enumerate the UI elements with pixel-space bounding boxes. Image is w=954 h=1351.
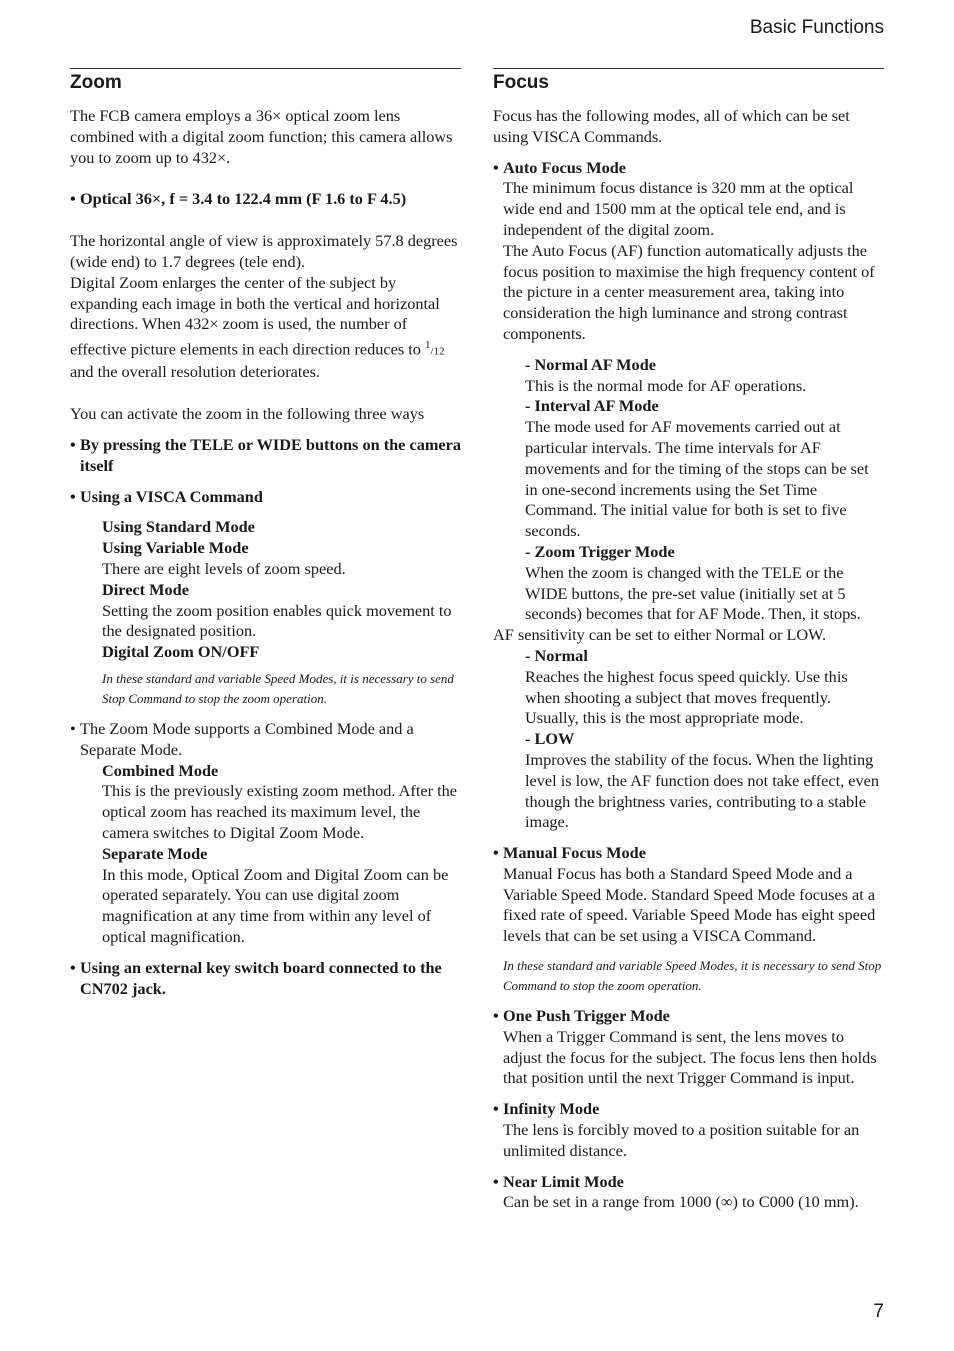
combined-mode: Combined Mode — [102, 760, 219, 780]
focus-section — [493, 68, 884, 1213]
near-limit-desc: Can be set in a range from 1000 (∞) to C000 (10 mm). — [503, 1192, 859, 1212]
zoom-trigger-title: - Zoom Trigger Mode — [525, 541, 675, 561]
digital-zoom-text: Digital Zoom enlarges the center of the subject by expanding each image in both the vertical and horizontal directions. When 432× zoom is used, the number of effective picture elements in each direction reduces to $^1$/12 and the overall resolution deteriorates. — [70, 272, 445, 382]
interval-af-title: - Interval AF Mode — [525, 396, 659, 416]
af-sensitivity: AF sensitivity can be set to either Normal or LOW. — [493, 625, 827, 645]
way-visca: • Using a VISCA Command — [70, 487, 461, 508]
ways-intro: You can activate the zoom in the following three ways — [70, 404, 425, 424]
auto-focus-desc2: The Auto Focus (AF) function automatically adjusts the focus position to maximise the high frequency content of the picture in a center measurement area, taking into consideration the high luminance and strong contrast components. — [503, 240, 875, 343]
zoom-heading: Zoom — [70, 72, 122, 93]
zoom-mode-text: • The Zoom Mode supports a Combined Mode and a Separate Mode. — [70, 719, 461, 761]
separate-desc: In this mode, Optical Zoom and Digital Zoom can be operated separately. You can use digital zoom magnification at any time from within any level of optical magnification. — [102, 864, 449, 946]
running-header: Basic Functions — [749, 17, 884, 38]
normal-af-title: - Normal AF Mode — [525, 354, 656, 374]
optical-spec: • Optical 36×, f = 3.4 to 122.4 mm (F 1.6 to F 4.5) — [70, 189, 461, 210]
way-buttons: • By pressing the TELE or WIDE buttons on the camera itself — [70, 435, 461, 477]
section-rule — [493, 68, 884, 69]
zoom-intro: The FCB camera employs a 36× optical zoom lens combined with a digital zoom function; this camera allows you to zoom up to 432×. — [70, 106, 453, 167]
focus-intro: Focus has the following modes, all of which can be set using VISCA Commands. — [493, 106, 850, 146]
angle-text: The horizontal angle of view is approximately 57.8 degrees (wide end) to 1.7 degrees (tele end). — [70, 231, 458, 271]
auto-focus-title: • Auto Focus Mode — [493, 158, 884, 179]
digital-zoom-onoff: Digital Zoom ON/OFF — [102, 642, 260, 662]
zoom-section — [70, 68, 461, 999]
combined-desc: This is the previously existing zoom method. After the optical zoom has reached its maximum level, the camera switches to Digital Zoom Mode. — [102, 781, 457, 842]
variable-mode: Using Variable Mode — [102, 538, 249, 558]
near-limit-title: • Near Limit Mode — [493, 1172, 884, 1193]
normal-title: - Normal — [525, 645, 588, 665]
normal-desc: Reaches the highest focus speed quickly. Use this when shooting a subject that moves frequently. Usually, this is the most appropriate mode. — [525, 666, 848, 728]
speed-mode-note: In these standard and variable Speed Modes, it is necessary to send Stop Command to stop the zoom operation. — [102, 670, 454, 706]
manual-focus-note: In these standard and variable Speed Modes, it is necessary to send Stop Command to stop the zoom operation. — [503, 958, 882, 994]
zoom-trigger-desc: When the zoom is changed with the TELE or the WIDE buttons, the pre-set value (initially set at 5 seconds) becomes that for AF Mode. Then, it stops. — [525, 562, 861, 624]
infinity-desc: The lens is forcibly moved to a position suitable for an unlimited distance. — [503, 1120, 860, 1160]
manual-focus-desc: Manual Focus has both a Standard Speed Mode and a Variable Speed Mode. Standard Speed Mode focuses at a fixed rate of speed. Variable Speed Mode has eight speed levels that can be set using a VISCA Command. — [503, 863, 876, 946]
page-number: 7 — [873, 1301, 884, 1322]
low-title: - LOW — [525, 729, 575, 749]
focus-heading: Focus — [493, 72, 549, 93]
standard-mode: Using Standard Mode — [102, 517, 255, 537]
one-push-desc: When a Trigger Command is sent, the lens moves to adjust the focus for the subject. The focus lens then holds that position until the next Trigger Command is input. — [503, 1026, 877, 1088]
interval-af-desc: The mode used for AF movements carried out at particular intervals. The time intervals for AF movements and for the timing of the stops can be set in one-second increments using the Set Time Command. The initial value for both is set to five seconds. — [525, 417, 869, 541]
normal-af-desc: This is the normal mode for AF operations. — [525, 375, 807, 395]
auto-focus-desc1: The minimum focus distance is 320 mm at the optical wide end and 1500 mm at the optical tele end, and is independent of the digital zoom. — [503, 178, 854, 239]
separate-mode: Separate Mode — [102, 843, 208, 863]
one-push-title: • One Push Trigger Mode — [493, 1006, 884, 1027]
variable-desc: There are eight levels of zoom speed. — [102, 558, 346, 578]
low-desc: Improves the stability of the focus. When the lighting level is low, the AF function does not take effect, even though the brightness varies, contributing to a stable image. — [525, 749, 880, 832]
section-rule — [70, 68, 461, 69]
manual-focus-title: • Manual Focus Mode — [493, 843, 884, 864]
direct-mode: Direct Mode — [102, 579, 189, 599]
infinity-title: • Infinity Mode — [493, 1099, 884, 1120]
way-keyboard: • Using an external key switch board connected to the CN702 jack. — [70, 958, 461, 1000]
direct-desc: Setting the zoom position enables quick movement to the designated position. — [102, 600, 452, 641]
